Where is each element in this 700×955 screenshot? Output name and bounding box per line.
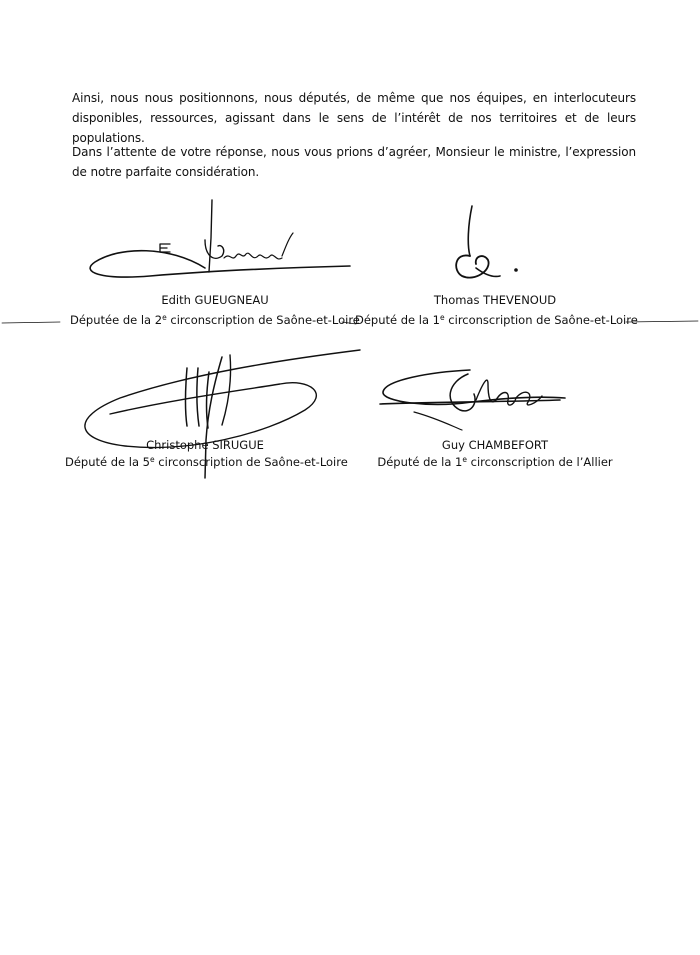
signatory-name-gueugneau: Edith GUEUGNEAU <box>161 293 269 307</box>
signatory-role-sirugue: Député de la 5e circonscription de Saône-et-Loire <box>65 455 348 469</box>
signature-gueugneau <box>90 200 350 277</box>
signatory-name-chambefort: Guy CHAMBEFORT <box>441 438 549 452</box>
signatory-role-thevenoud: Député de la 1e circonscription de Saône-et-Loire <box>355 313 638 327</box>
signature-thevenoud <box>456 206 518 278</box>
signature-chambefort <box>380 370 565 430</box>
signatory-name-thevenoud: Thomas THEVENOUD <box>433 293 557 307</box>
signatory-role-chambefort: Député de la 1e circonscription de l’Allier <box>377 455 613 469</box>
signatory-role-gueugneau: Députée de la 2e circonscription de Saône-et-Loire <box>70 313 360 327</box>
closing-paragraph-2: Dans l’attente de votre réponse, nous vous prions d’agréer, Monsieur le ministre, l’expression de notre parfaite considération. <box>72 145 636 179</box>
signatory-name-sirugue: Christophe SIRUGUE <box>146 438 264 452</box>
closing-paragraph-1: Ainsi, nous nous positionnons, nous députés, de même que nos équipes, en interlocuteurs disponibles, ressources, agissant dans le sens de l’intérêt de nos territoires et de leurs populations. <box>72 91 636 145</box>
